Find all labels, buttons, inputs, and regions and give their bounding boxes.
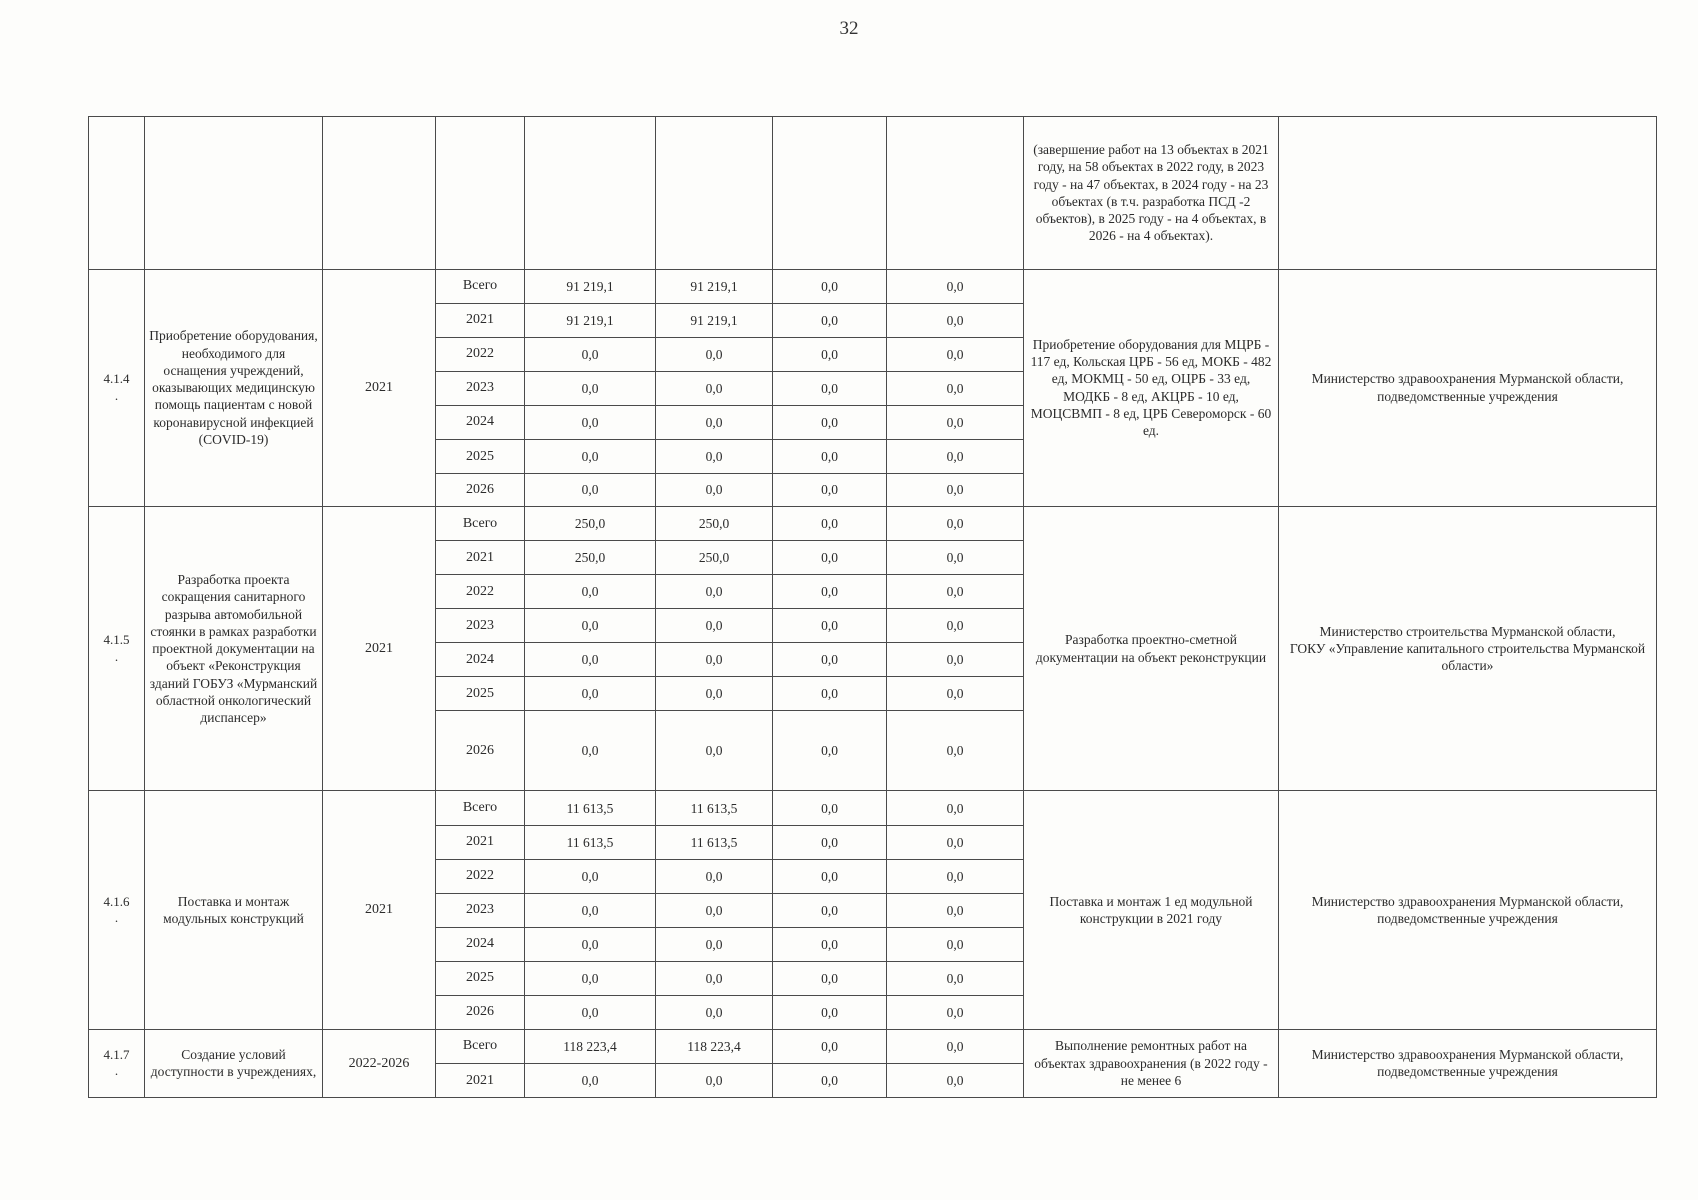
finance-federal-budget: 0,0: [773, 711, 887, 791]
finance-other-sources: 0,0: [887, 711, 1024, 791]
finance-year: 2024: [436, 405, 525, 439]
activity-name: Создание условий доступности в учреждениях,: [145, 1029, 323, 1097]
finance-federal-budget: 0,0: [773, 927, 887, 961]
finance-total: 0,0: [525, 677, 656, 711]
finance-total: 0,0: [525, 995, 656, 1029]
responsible-executor: Министерство здравоохранения Мурманской области, подведомственные учреждения: [1279, 791, 1657, 1029]
finance-other-sources: 0,0: [887, 269, 1024, 303]
finance-regional-budget: 0,0: [656, 405, 773, 439]
finance-regional-budget: 0,0: [656, 961, 773, 995]
finance-year: Всего: [436, 269, 525, 303]
finance-year: 2025: [436, 677, 525, 711]
result-cell: (завершение работ на 13 объектах в 2021 году, на 58 объектах в 2022 году, в 2023 году - на 47 объектах, в 2024 году - на 23 объектах (в т.ч. разработка ПСД -2 объектов), в 2025 году - на 4 объектах, в 2026 - на 4 объектах).: [1024, 117, 1279, 270]
period-cell: [323, 117, 436, 270]
finance-year: 2025: [436, 961, 525, 995]
finance-other-sources: 0,0: [887, 995, 1024, 1029]
finance-year: 2021: [436, 1063, 525, 1097]
finance-federal-budget: 0,0: [773, 961, 887, 995]
finance-total: 0,0: [525, 642, 656, 676]
finance-year: 2025: [436, 439, 525, 473]
finance-year: 2024: [436, 642, 525, 676]
activity-number: 4.1.5 .: [89, 506, 145, 791]
finance-year-cell: [436, 117, 525, 270]
finance-year: Всего: [436, 506, 525, 540]
finance-regional-budget: 0,0: [656, 859, 773, 893]
expected-result: Разработка проектно-сметной документации на объект реконструкции: [1024, 506, 1279, 791]
finance-federal-budget: 0,0: [773, 859, 887, 893]
activity-number: 4.1.4 .: [89, 269, 145, 506]
finance-other-cell: [887, 117, 1024, 270]
activity-row: [89, 1029, 1657, 1063]
expected-result: Поставка и монтаж 1 ед модульной конструкции в 2021 году: [1024, 791, 1279, 1029]
finance-total: 0,0: [525, 859, 656, 893]
responsible-executor: Министерство здравоохранения Мурманской области, подведомственные учреждения: [1279, 269, 1657, 506]
finance-regional-budget: 0,0: [656, 473, 773, 506]
finance-total: 250,0: [525, 540, 656, 574]
finance-federal-budget: 0,0: [773, 540, 887, 574]
finance-year: Всего: [436, 1029, 525, 1063]
finance-regional-budget: 0,0: [656, 337, 773, 371]
page-number: 32: [839, 18, 859, 39]
finance-year: 2024: [436, 927, 525, 961]
implementation-period: 2021: [323, 506, 436, 791]
finance-other-sources: 0,0: [887, 642, 1024, 676]
finance-regional-budget: 250,0: [656, 506, 773, 540]
finance-total: 0,0: [525, 439, 656, 473]
finance-other-sources: 0,0: [887, 893, 1024, 927]
finance-regional-budget: 0,0: [656, 439, 773, 473]
implementation-period: 2021: [323, 791, 436, 1029]
finance-federal-budget: 0,0: [773, 1029, 887, 1063]
finance-federal-budget: 0,0: [773, 269, 887, 303]
finance-total: 0,0: [525, 961, 656, 995]
finance-regional-budget: 11 613,5: [656, 825, 773, 859]
finance-regional-budget: 118 223,4: [656, 1029, 773, 1063]
finance-year: 2021: [436, 540, 525, 574]
finance-year: 2023: [436, 608, 525, 642]
finance-year: 2022: [436, 859, 525, 893]
finance-federal-budget: 0,0: [773, 506, 887, 540]
finance-regional-budget: 0,0: [656, 677, 773, 711]
finance-other-sources: 0,0: [887, 608, 1024, 642]
finance-year: 2023: [436, 371, 525, 405]
finance-regional-budget: 11 613,5: [656, 791, 773, 825]
activity-name: Поставка и монтаж модульных конструкций: [145, 791, 323, 1029]
finance-other-sources: 0,0: [887, 574, 1024, 608]
finance-total: 0,0: [525, 893, 656, 927]
finance-regional-budget: 0,0: [656, 711, 773, 791]
finance-other-sources: 0,0: [887, 1029, 1024, 1063]
finance-federal-budget: 0,0: [773, 608, 887, 642]
finance-other-sources: 0,0: [887, 540, 1024, 574]
finance-year: 2021: [436, 825, 525, 859]
finance-regional-budget: 0,0: [656, 995, 773, 1029]
finance-other-sources: 0,0: [887, 337, 1024, 371]
finance-federal-budget: 0,0: [773, 995, 887, 1029]
finance-regional-budget: 0,0: [656, 927, 773, 961]
finance-year: 2026: [436, 473, 525, 506]
finance-year: 2026: [436, 995, 525, 1029]
implementation-period: 2021: [323, 269, 436, 506]
finance-federal-budget: 0,0: [773, 473, 887, 506]
num-cell: [89, 117, 145, 270]
finance-other-sources: 0,0: [887, 405, 1024, 439]
finance-federal-budget: 0,0: [773, 825, 887, 859]
expected-result: Выполнение ремонтных работ на объектах здравоохранения (в 2022 году - не менее 6: [1024, 1029, 1279, 1097]
finance-other-sources: 0,0: [887, 473, 1024, 506]
finance-federal-cell: [773, 117, 887, 270]
finance-regional-budget: 0,0: [656, 574, 773, 608]
responsible-executor: Министерство здравоохранения Мурманской области, подведомственные учреждения: [1279, 1029, 1657, 1097]
finance-year: 2021: [436, 303, 525, 337]
finance-regional-budget: 91 219,1: [656, 303, 773, 337]
finance-other-sources: 0,0: [887, 961, 1024, 995]
responsible-executor: Министерство строительства Мурманской области, ГОКУ «Управление капитального строительства Мурманской области»: [1279, 506, 1657, 791]
finance-other-sources: 0,0: [887, 791, 1024, 825]
finance-year: Всего: [436, 791, 525, 825]
finance-regional-budget: 0,0: [656, 371, 773, 405]
activity-name: Приобретение оборудования, необходимого для оснащения учреждений, оказывающих медицинскую помощь пациентам с новой коронавирусной инфекцией (COVID-19): [145, 269, 323, 506]
finance-other-sources: 0,0: [887, 927, 1024, 961]
finance-total: 0,0: [525, 405, 656, 439]
finance-total-cell: [525, 117, 656, 270]
finance-total: 11 613,5: [525, 791, 656, 825]
finance-total: 250,0: [525, 506, 656, 540]
finance-year: 2022: [436, 574, 525, 608]
finance-federal-budget: 0,0: [773, 1063, 887, 1097]
finance-federal-budget: 0,0: [773, 337, 887, 371]
finance-total: 118 223,4: [525, 1029, 656, 1063]
finance-regional-budget: 0,0: [656, 1063, 773, 1097]
finance-year: 2022: [436, 337, 525, 371]
finance-total: 0,0: [525, 608, 656, 642]
finance-total: 91 219,1: [525, 303, 656, 337]
activity-name: Разработка проекта сокращения санитарного разрыва автомобильной стоянки в рамках разработки проектной документации на объект «Реконструкция зданий ГОБУЗ «Мурманский областной онкологический диспансер»: [145, 506, 323, 791]
finance-federal-budget: 0,0: [773, 893, 887, 927]
finance-federal-budget: 0,0: [773, 642, 887, 676]
finance-total: 0,0: [525, 473, 656, 506]
finance-year: 2026: [436, 711, 525, 791]
finance-total: 91 219,1: [525, 269, 656, 303]
finance-total: 0,0: [525, 711, 656, 791]
continuation-row: [89, 117, 1657, 270]
finance-other-sources: 0,0: [887, 677, 1024, 711]
finance-federal-budget: 0,0: [773, 677, 887, 711]
activity-row: [89, 269, 1657, 303]
finance-federal-budget: 0,0: [773, 791, 887, 825]
finance-other-sources: 0,0: [887, 825, 1024, 859]
finance-total: 11 613,5: [525, 825, 656, 859]
finance-total: 0,0: [525, 337, 656, 371]
finance-other-sources: 0,0: [887, 1063, 1024, 1097]
finance-other-sources: 0,0: [887, 506, 1024, 540]
executor-cell: [1279, 117, 1657, 270]
finance-year: 2023: [436, 893, 525, 927]
finance-federal-budget: 0,0: [773, 303, 887, 337]
finance-other-sources: 0,0: [887, 859, 1024, 893]
expected-result: Приобретение оборудования для МЦРБ - 117 ед, Кольская ЦРБ - 56 ед, МОКБ - 482 ед, МОКМЦ - 50 ед, ОЦРБ - 33 ед, МОДКБ - 8 ед, АКЦРБ - 10 ед, МОЦСВМП - 8 ед, ЦРБ Североморск - 60 ед.: [1024, 269, 1279, 506]
finance-total: 0,0: [525, 927, 656, 961]
finance-federal-budget: 0,0: [773, 439, 887, 473]
finance-regional-budget: 0,0: [656, 893, 773, 927]
finance-regional-budget: 250,0: [656, 540, 773, 574]
implementation-period: 2022-2026: [323, 1029, 436, 1097]
finance-federal-budget: 0,0: [773, 371, 887, 405]
finance-total: 0,0: [525, 574, 656, 608]
finance-total: 0,0: [525, 371, 656, 405]
finance-regional-budget: 91 219,1: [656, 269, 773, 303]
activity-row: [89, 791, 1657, 825]
activity-row: [89, 506, 1657, 540]
finance-regional-budget: 0,0: [656, 642, 773, 676]
finance-federal-budget: 0,0: [773, 574, 887, 608]
activity-number: 4.1.6 .: [89, 791, 145, 1029]
finance-other-sources: 0,0: [887, 303, 1024, 337]
finance-total: 0,0: [525, 1063, 656, 1097]
activity-name-cell: [145, 117, 323, 270]
program-activities-table: [88, 116, 1657, 1098]
finance-federal-budget: 0,0: [773, 405, 887, 439]
finance-regional-budget: 0,0: [656, 608, 773, 642]
activity-number: 4.1.7 .: [89, 1029, 145, 1097]
finance-other-sources: 0,0: [887, 439, 1024, 473]
finance-regional-cell: [656, 117, 773, 270]
finance-other-sources: 0,0: [887, 371, 1024, 405]
